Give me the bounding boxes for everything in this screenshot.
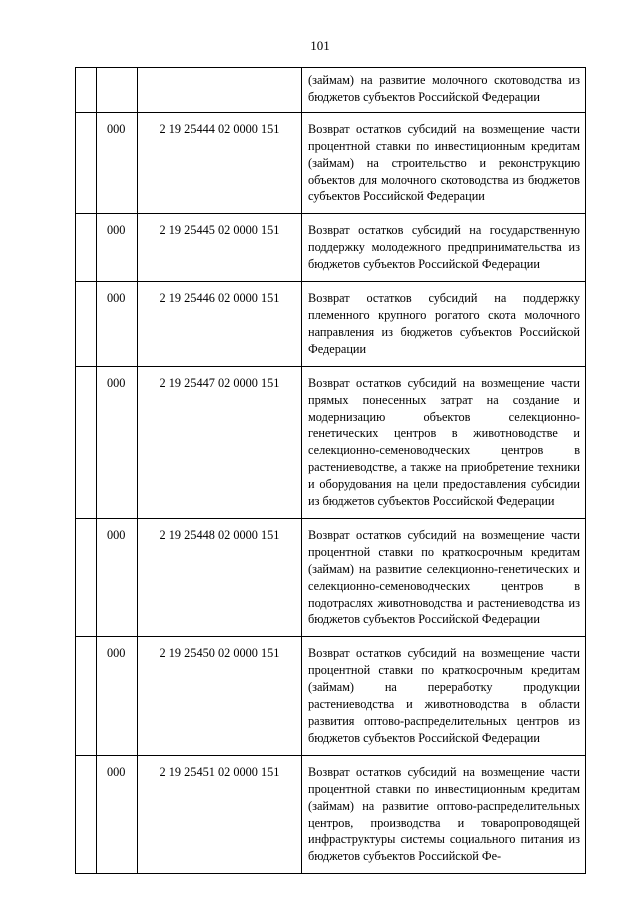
admin-code-cell: 000 xyxy=(97,214,138,282)
blank-cell xyxy=(76,637,97,755)
admin-code-cell: 000 xyxy=(97,112,138,214)
page-number: 101 xyxy=(310,38,330,53)
table-row xyxy=(76,214,586,282)
admin-code-cell: 000 xyxy=(97,366,138,518)
budget-code-cell: 2 19 25445 02 0000 151 xyxy=(138,214,302,282)
budget-code-cell xyxy=(138,68,302,113)
table-row xyxy=(76,366,586,518)
admin-code-cell: 000 xyxy=(97,282,138,367)
table-row xyxy=(76,518,586,636)
description-cell: Возврат остатков субсидий на возмещение части прямых понесенных затрат на создание и модернизацию объектов селекционно-генетических центров в животноводстве и селекционно-семеноводческих центров в растениеводстве, а также на приобретение техники и оборудования на цели предоставления субсидии из бюджетов субъектов Российской Федерации xyxy=(302,366,586,518)
budget-code-cell: 2 19 25444 02 0000 151 xyxy=(138,112,302,214)
budget-code-cell: 2 19 25446 02 0000 151 xyxy=(138,282,302,367)
description-cell: Возврат остатков субсидий на возмещение части процентной ставки по краткосрочным кредитам (займам) на переработку продукции растениеводства и животноводства в области развития оптово-распределительных центров из бюджетов субъектов Российской Федерации xyxy=(302,637,586,755)
description-cell: Возврат остатков субсидий на возмещение части процентной ставки по инвестиционным кредитам (займам) на строительство и реконструкцию объектов для молочного скотоводства из бюджетов субъектов Российской Федерации xyxy=(302,112,586,214)
table-row xyxy=(76,282,586,367)
blank-cell xyxy=(76,282,97,367)
table-row xyxy=(76,637,586,755)
description-cell: (займам) на развитие молочного скотоводства из бюджетов субъектов Российской Федерации xyxy=(302,68,586,113)
blank-cell xyxy=(76,68,97,113)
blank-cell xyxy=(76,366,97,518)
blank-cell xyxy=(76,755,97,873)
admin-code-cell: 000 xyxy=(97,518,138,636)
blank-cell xyxy=(76,214,97,282)
description-cell: Возврат остатков субсидий на государственную поддержку молодежного предпринимательства из бюджетов субъектов Российской Федерации xyxy=(302,214,586,282)
blank-cell xyxy=(76,518,97,636)
budget-codes-table xyxy=(75,67,586,874)
budget-code-cell: 2 19 25451 02 0000 151 xyxy=(138,755,302,873)
budget-code-cell: 2 19 25448 02 0000 151 xyxy=(138,518,302,636)
description-cell: Возврат остатков субсидий на возмещение части процентной ставки по инвестиционным кредитам (займам) на развитие оптово-распределительных центров, производства и товаропроводящей инфраструктуры системы социального питания из бюджетов субъектов Российской Фе- xyxy=(302,755,586,873)
admin-code-cell: 000 xyxy=(97,755,138,873)
table-row xyxy=(76,755,586,873)
budget-code-cell: 2 19 25447 02 0000 151 xyxy=(138,366,302,518)
blank-cell xyxy=(76,112,97,214)
description-cell: Возврат остатков субсидий на возмещение части процентной ставки по краткосрочным кредитам (займам) на развитие селекционно-генетических и селекционно-семеноводческих центров в подотраслях животноводства и растениеводства из бюджетов субъектов Российской Федерации xyxy=(302,518,586,636)
table-row xyxy=(76,112,586,214)
admin-code-cell xyxy=(97,68,138,113)
budget-code-cell: 2 19 25450 02 0000 151 xyxy=(138,637,302,755)
admin-code-cell: 000 xyxy=(97,637,138,755)
table-row xyxy=(76,68,586,113)
description-cell: Возврат остатков субсидий на поддержку племенного крупного рогатого скота молочного направления из бюджетов субъектов Российской Федерации xyxy=(302,282,586,367)
